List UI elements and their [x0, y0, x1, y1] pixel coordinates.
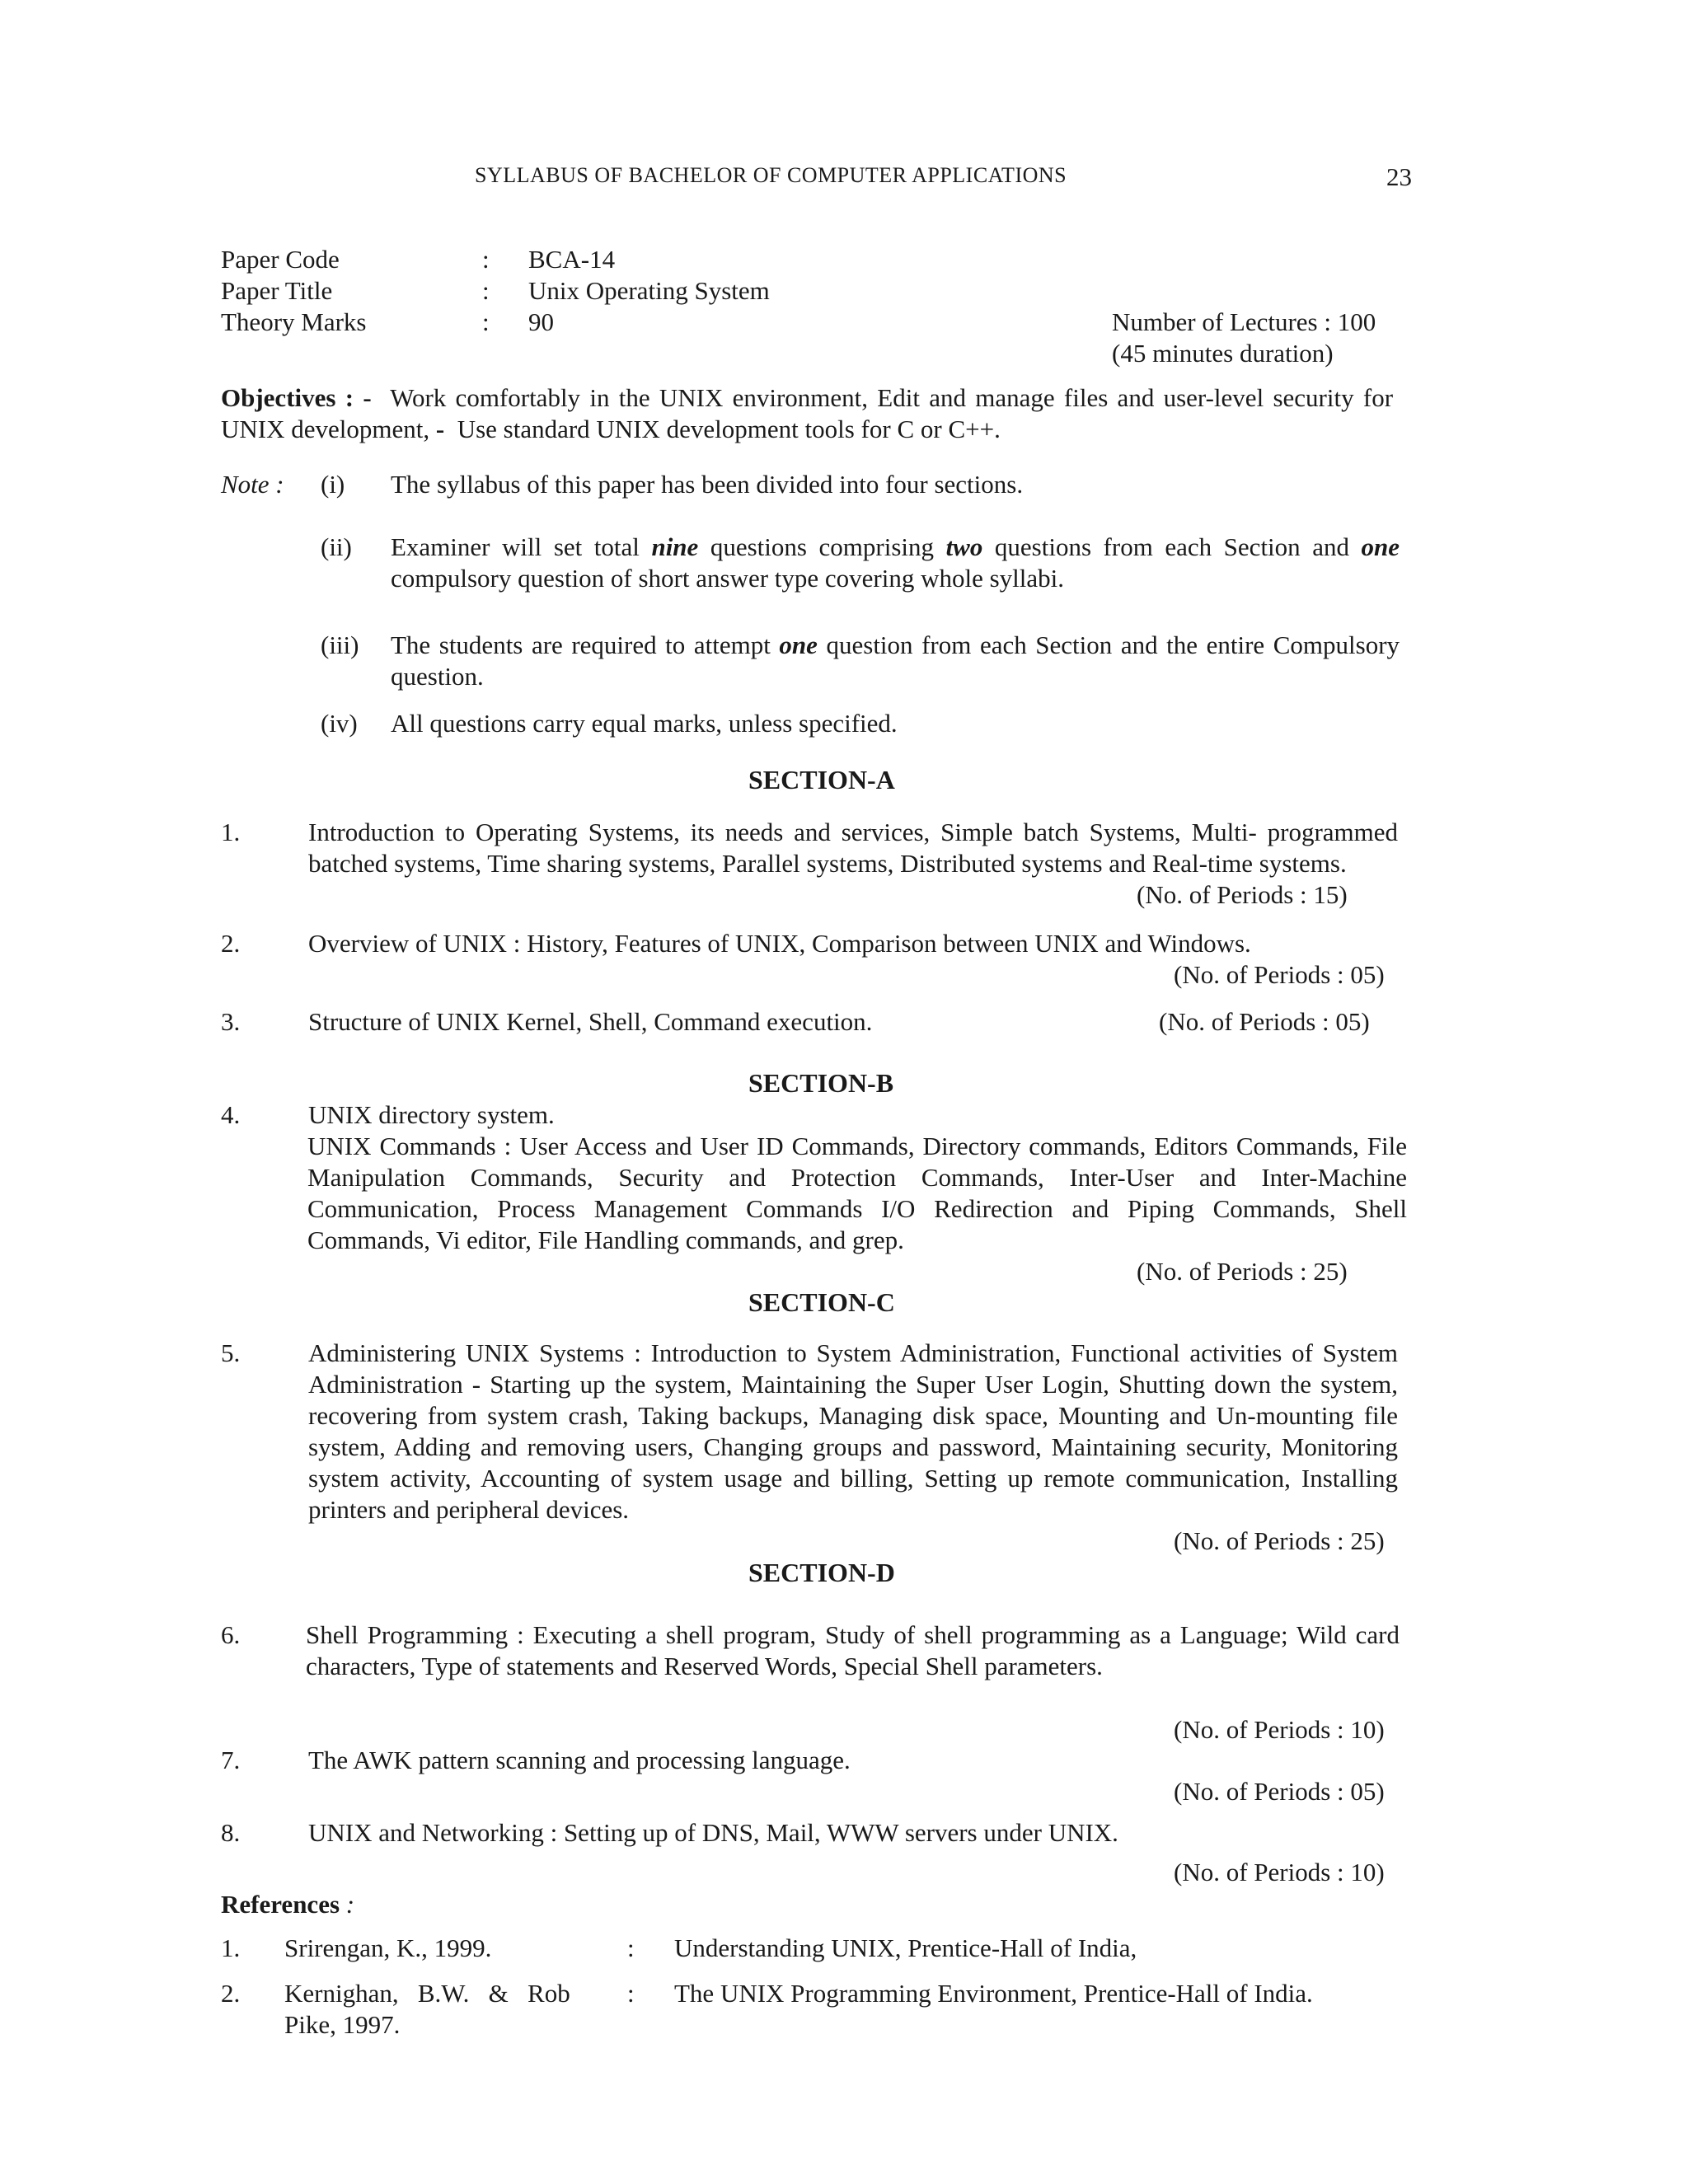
paper-title-value: Unix Operating System [528, 276, 770, 305]
item-5-line-3: Shutting down the system, recovering from system crash, Taking backups, Managing disk space, [308, 1370, 1398, 1430]
theory-marks-colon: : [482, 307, 490, 336]
note-label: Note : [221, 470, 284, 499]
objectives-dash: - [435, 415, 445, 443]
item-5-number: 5. [221, 1338, 241, 1367]
note-3-part-a: The students are required to attempt [391, 630, 771, 659]
item-7-text: The AWK pattern scanning and processing language. [308, 1746, 851, 1774]
section-b-heading: SECTION-B [748, 1068, 894, 1098]
references-colon: : [345, 1890, 355, 1919]
item-1-line-2: programmed batched systems, Time sharing systems, Parallel systems, Distributed systems and [308, 818, 1399, 878]
item-6-line-2: card characters, Type of statements and Reserved Words, Special Shell parameters. [306, 1620, 1400, 1680]
item-1-periods: (No. of Periods : 15) [1137, 880, 1348, 909]
note-2-part-a: Examiner will set total [391, 532, 640, 561]
objectives-line-2a: for UNIX development, [221, 383, 1394, 443]
item-5-line-4: Mounting and Un-mounting file system, Adding and removing users, Changing groups and [308, 1401, 1399, 1461]
note-3-line-2: Compulsory question. [391, 630, 1400, 691]
note-3-word-one: one [779, 630, 818, 659]
section-a-heading: SECTION-A [748, 765, 895, 794]
note-2-word-two: two [945, 532, 983, 561]
item-1-line-1: Introduction to Operating Systems, its needs and services, Simple batch Systems, Multi- [308, 818, 1257, 846]
reference-2-author-line-1: Kernighan, B.W. & Rob [284, 1979, 570, 2008]
item-6-number: 6. [221, 1620, 241, 1649]
item-3-number: 3. [221, 1007, 241, 1036]
note-3-part-b: question from each Section and the entire [826, 630, 1265, 659]
reference-2-author-line-2: Pike, 1997. [284, 2010, 401, 2039]
references-heading [221, 1889, 354, 1920]
note-2-word-one: one [1361, 532, 1400, 561]
item-4-line-1: UNIX directory system. [308, 1100, 555, 1129]
item-3-text: Structure of UNIX Kernel, Shell, Command execution. [308, 1007, 873, 1036]
lecture-duration: (45 minutes duration) [1112, 339, 1334, 368]
note-num-2: (ii) [321, 532, 352, 561]
objectives-line-1: Work comfortably in the UNIX environment, Edit and manage files and user-level security [390, 383, 1354, 412]
note-2-word-nine: nine [651, 532, 699, 561]
objectives-line-2b: Use standard UNIX development tools for C or C++. [457, 415, 1001, 443]
reference-1-number: 1. [221, 1933, 241, 1962]
reference-2-work: The UNIX Programming Environment, Prentice-Hall of India. [674, 1979, 1313, 2008]
running-header: SYLLABUS OF BACHELOR OF COMPUTER APPLICATIONS [475, 163, 1067, 187]
item-7-number: 7. [221, 1746, 241, 1774]
item-8-periods: (No. of Periods : 10) [1174, 1858, 1385, 1886]
note-text-4: All questions carry equal marks, unless specified. [391, 709, 898, 738]
item-5-line-6: billing, Setting up remote communication, Installing printers and peripheral devices. [308, 1464, 1399, 1524]
paper-code-colon: : [482, 245, 490, 274]
objectives [221, 382, 1393, 445]
note-text-2 [391, 532, 1400, 594]
item-1-number: 1. [221, 818, 241, 846]
item-4-periods: (No. of Periods : 25) [1137, 1257, 1348, 1286]
section-c-heading: SECTION-C [748, 1287, 895, 1317]
item-2-periods: (No. of Periods : 05) [1174, 960, 1385, 989]
item-4-line-2: UNIX Commands : User Access and User ID Commands, Directory commands, Editors [307, 1132, 1228, 1160]
note-num-4: (iv) [321, 709, 358, 738]
references-label: References [221, 1890, 340, 1919]
item-4-line-3: Commands, File Manipulation Commands, Security and Protection Commands, Inter-User and [307, 1132, 1408, 1192]
reference-1-author: Srirengan, K., 1999. [284, 1933, 492, 1962]
reference-1-work: Understanding UNIX, Prentice-Hall of India, [674, 1933, 1137, 1962]
theory-marks-value: 90 [528, 307, 554, 336]
item-7-periods: (No. of Periods : 05) [1174, 1777, 1385, 1806]
reference-2-colon: : [627, 1979, 635, 2008]
page-number: 23 [1386, 162, 1412, 191]
item-2-text: Overview of UNIX : History, Features of UNIX, Comparison between UNIX and Windows. [308, 929, 1251, 958]
note-text-3 [391, 630, 1400, 692]
item-1-line-3: Real-time systems. [1151, 849, 1347, 878]
paper-code-value: BCA-14 [528, 245, 616, 274]
item-5-line-2: of System Administration - Starting up the system, Maintaining the Super User Login, [308, 1338, 1398, 1399]
note-2-line-2: compulsory question of short answer type covering whole syllabi. [391, 564, 1065, 593]
item-6-line-1: Shell Programming : Executing a shell program, Study of shell programming as a Language; Wild [306, 1620, 1347, 1649]
paper-title-colon: : [482, 276, 490, 305]
item-5-periods: (No. of Periods : 25) [1174, 1526, 1385, 1555]
note-2-part-b: questions comprising [710, 532, 935, 561]
theory-marks-label: Theory Marks [221, 307, 367, 336]
note-num-1: (i) [321, 470, 345, 499]
item-4-line-5: Commands, Shell Commands, Vi editor, File Handling commands, and grep. [307, 1194, 1408, 1254]
item-5-line-5: password, Maintaining security, Monitoring system activity, Accounting of system usage and [308, 1432, 1398, 1493]
item-8-number: 8. [221, 1818, 241, 1847]
item-1-text [308, 817, 1398, 879]
number-of-lectures: Number of Lectures : 100 [1112, 307, 1376, 336]
objectives-label: Objectives : - [221, 383, 372, 412]
item-8-text: UNIX and Networking : Setting up of DNS, Mail, WWW servers under UNIX. [308, 1818, 1118, 1847]
paper-code-label: Paper Code [221, 245, 340, 274]
reference-1-colon: : [627, 1933, 635, 1962]
section-d-heading: SECTION-D [748, 1558, 895, 1587]
item-4-number: 4. [221, 1100, 241, 1129]
paper-title-label: Paper Title [221, 276, 333, 305]
item-3-periods: (No. of Periods : 05) [1159, 1007, 1370, 1036]
note-num-3: (iii) [321, 630, 359, 659]
note-text-1: The syllabus of this paper has been divided into four sections. [391, 470, 1024, 499]
item-4-text [307, 1131, 1407, 1256]
item-5-text [308, 1338, 1398, 1526]
note-2-part-c: questions from each Section and [994, 532, 1349, 561]
item-5-line-1: Administering UNIX Systems : Introduction to System Administration, Functional activities [308, 1338, 1282, 1367]
item-6-periods: (No. of Periods : 10) [1174, 1715, 1385, 1744]
item-4-line-4: Inter-Machine Communication, Process Management Commands I/O Redirection and Piping [307, 1163, 1407, 1223]
item-6-text [306, 1619, 1400, 1682]
reference-2-number: 2. [221, 1979, 241, 2008]
item-2-number: 2. [221, 929, 241, 958]
